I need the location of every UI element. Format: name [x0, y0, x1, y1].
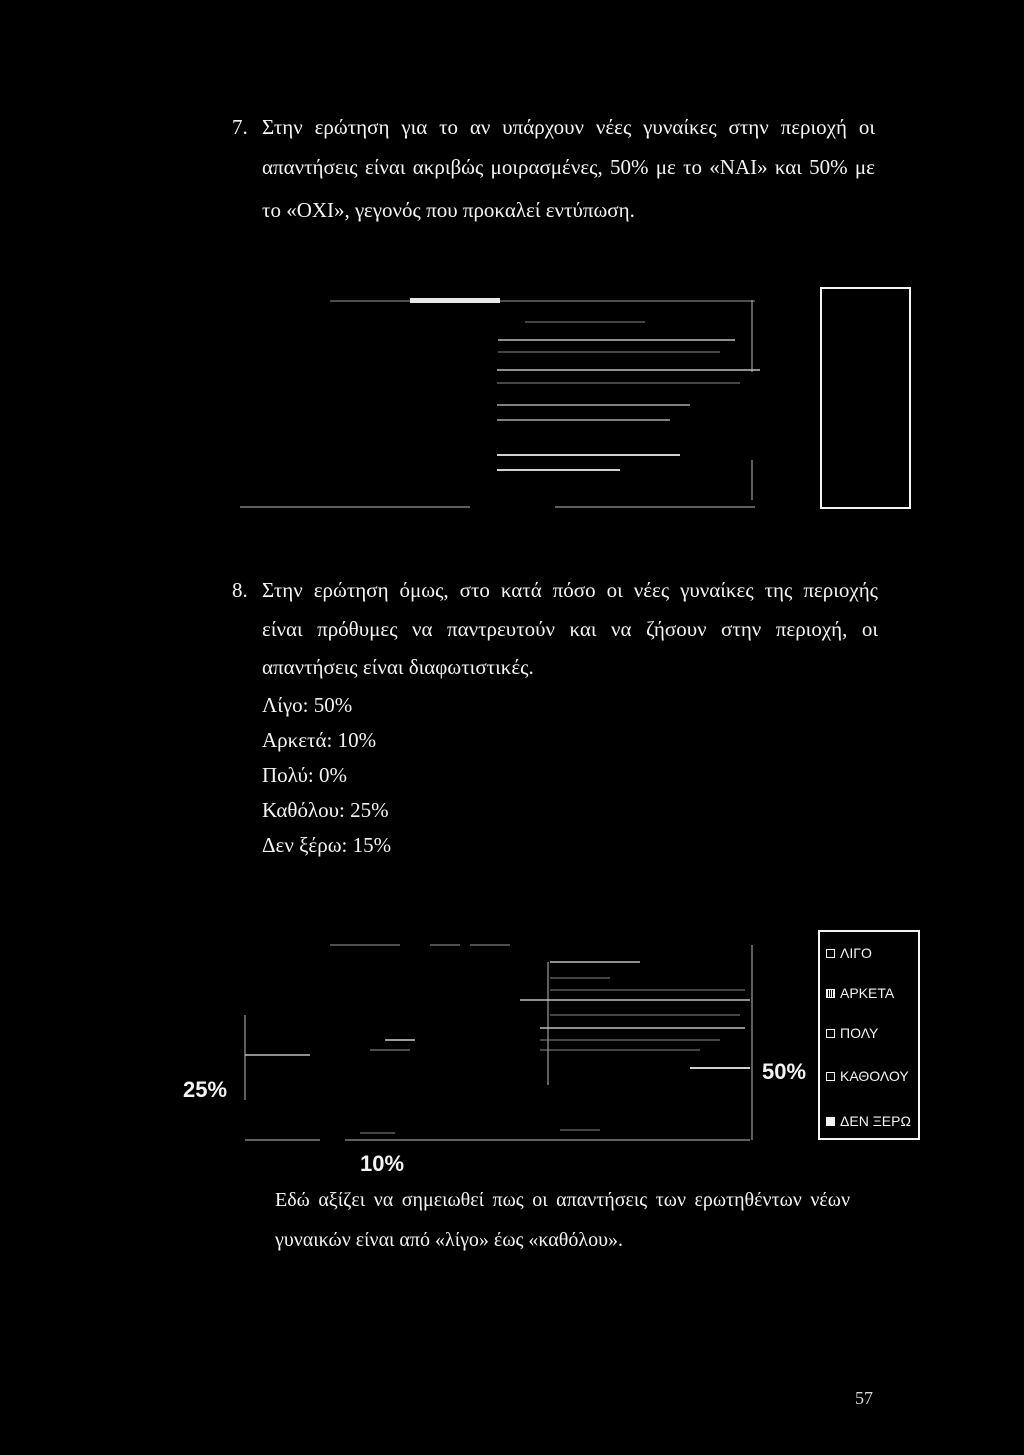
result-item: Καθόλου: 25% — [262, 798, 389, 822]
section-7-line: το «ΟΧΙ», γεγονός που προκαλεί εντύπωση. — [262, 198, 635, 222]
legend-swatch-icon — [826, 949, 835, 958]
slice-label: 10% — [360, 1151, 405, 1176]
legend-label: ΔΕΝ ΞΕΡΩ — [840, 1113, 911, 1129]
chart-1-legend-box — [820, 287, 911, 509]
closing-line: Εδώ αξίζει να σημειωθεί πως οι απαντήσεις των ερωτηθέντων νέων — [275, 1189, 850, 1211]
legend-label: ΛΙΓΟ — [840, 945, 872, 961]
section-8-number: 8. — [232, 578, 248, 602]
chart-line — [410, 298, 500, 303]
legend-item — [826, 984, 894, 1002]
page-number: 57 — [855, 1388, 873, 1408]
legend-swatch-icon — [826, 1117, 835, 1126]
result-item: Λίγο: 50% — [262, 693, 353, 717]
legend-swatch-icon — [826, 1029, 835, 1038]
section-7-number: 7. — [232, 115, 248, 139]
legend-swatch-icon — [826, 1072, 835, 1081]
section-8-line: είναι πρόθυμες να παντρευτούν και να ζήσουν στην περιοχή, οι — [262, 617, 878, 641]
chart-2-legend — [818, 930, 920, 1140]
legend-label: ΚΑΘΟΛΟΥ — [840, 1068, 909, 1084]
result-item: Δεν ξέρω: 15% — [262, 833, 392, 857]
section-7-line: απαντήσεις είναι ακριβώς μοιρασμένες, 50% με το «ΝΑΙ» και 50% με — [262, 155, 875, 179]
closing-line: γυναικών είναι από «λίγο» έως «καθόλου». — [275, 1229, 623, 1251]
section-8-line: Στην ερώτηση όμως, στο κατά πόσο οι νέες γυναίκες της περιοχής — [262, 578, 878, 602]
legend-item — [826, 1112, 911, 1130]
legend-label: ΑΡΚΕΤΑ — [840, 985, 895, 1001]
result-item: Αρκετά: 10% — [262, 728, 377, 752]
result-item: Πολύ: 0% — [262, 763, 347, 787]
legend-item — [826, 1024, 878, 1042]
section-7-line: Στην ερώτηση για το αν υπάρχουν νέες γυναίκες στην περιοχή οι — [262, 115, 875, 139]
slice-label: 25% — [183, 1077, 228, 1102]
chart-1-graphic — [230, 285, 770, 515]
slice-label: 50% — [762, 1059, 807, 1084]
legend-label: ΠΟΛΥ — [840, 1025, 879, 1041]
section-8-line: απαντήσεις είναι διαφωτιστικές. — [262, 655, 534, 679]
legend-item — [826, 944, 872, 962]
chart-2-graphic — [170, 925, 820, 1155]
legend-swatch-icon — [826, 989, 835, 998]
legend-item — [826, 1067, 909, 1085]
